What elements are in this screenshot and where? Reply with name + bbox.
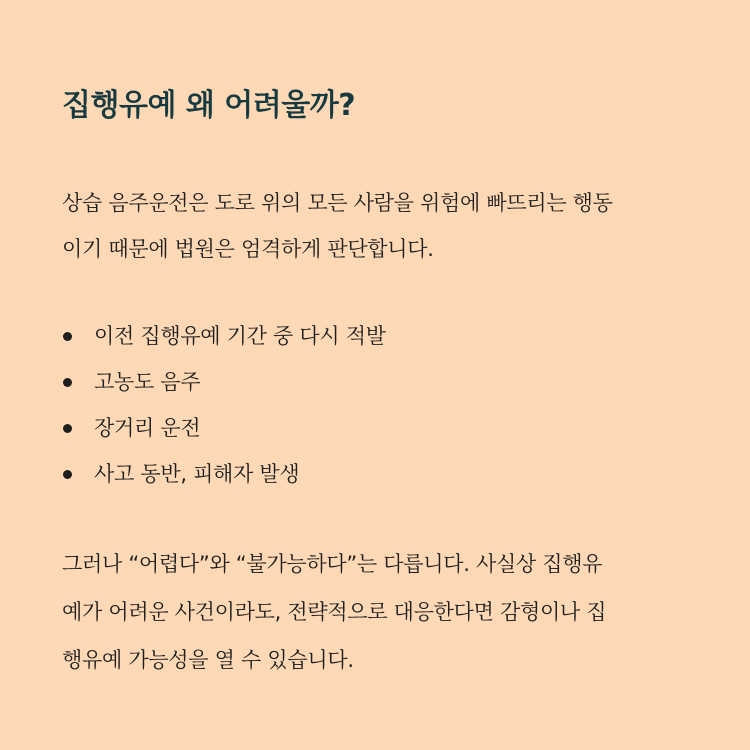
reason-list	[62, 313, 386, 497]
list-item	[62, 405, 386, 451]
list-item-text: 이전 집행유예 기간 중 다시 적발	[94, 324, 386, 348]
page-title: 집행유예 왜 어려울까?	[62, 88, 356, 123]
bullet-dot-icon	[63, 378, 72, 387]
list-item-text: 장거리 운전	[94, 416, 201, 440]
bullet-dot-icon	[63, 470, 72, 479]
intro-line: 이기 때문에 법원은 엄격하게 판단합니다.	[62, 237, 434, 261]
list-item-text: 사고 동반, 피해자 발생	[94, 462, 300, 486]
intro-paragraph	[62, 180, 702, 272]
intro-line: 상습 음주운전은 도로 위의 모든 사람을 위험에 빠뜨리는 행동	[62, 191, 613, 215]
closing-line: 그러나 “어렵다”와 “불가능하다”는 다릅니다. 사실상 집행유	[62, 552, 603, 576]
list-item	[62, 451, 386, 497]
closing-paragraph	[62, 540, 712, 684]
list-item	[62, 313, 386, 359]
list-item	[62, 359, 386, 405]
list-item-text: 고농도 음주	[94, 370, 201, 394]
closing-line: 예가 어려운 사건이라도, 전략적으로 대응한다면 감형이나 집	[62, 600, 607, 624]
bullet-dot-icon	[63, 332, 72, 341]
bullet-dot-icon	[63, 424, 72, 433]
closing-line: 행유예 가능성을 열 수 있습니다.	[62, 648, 354, 672]
